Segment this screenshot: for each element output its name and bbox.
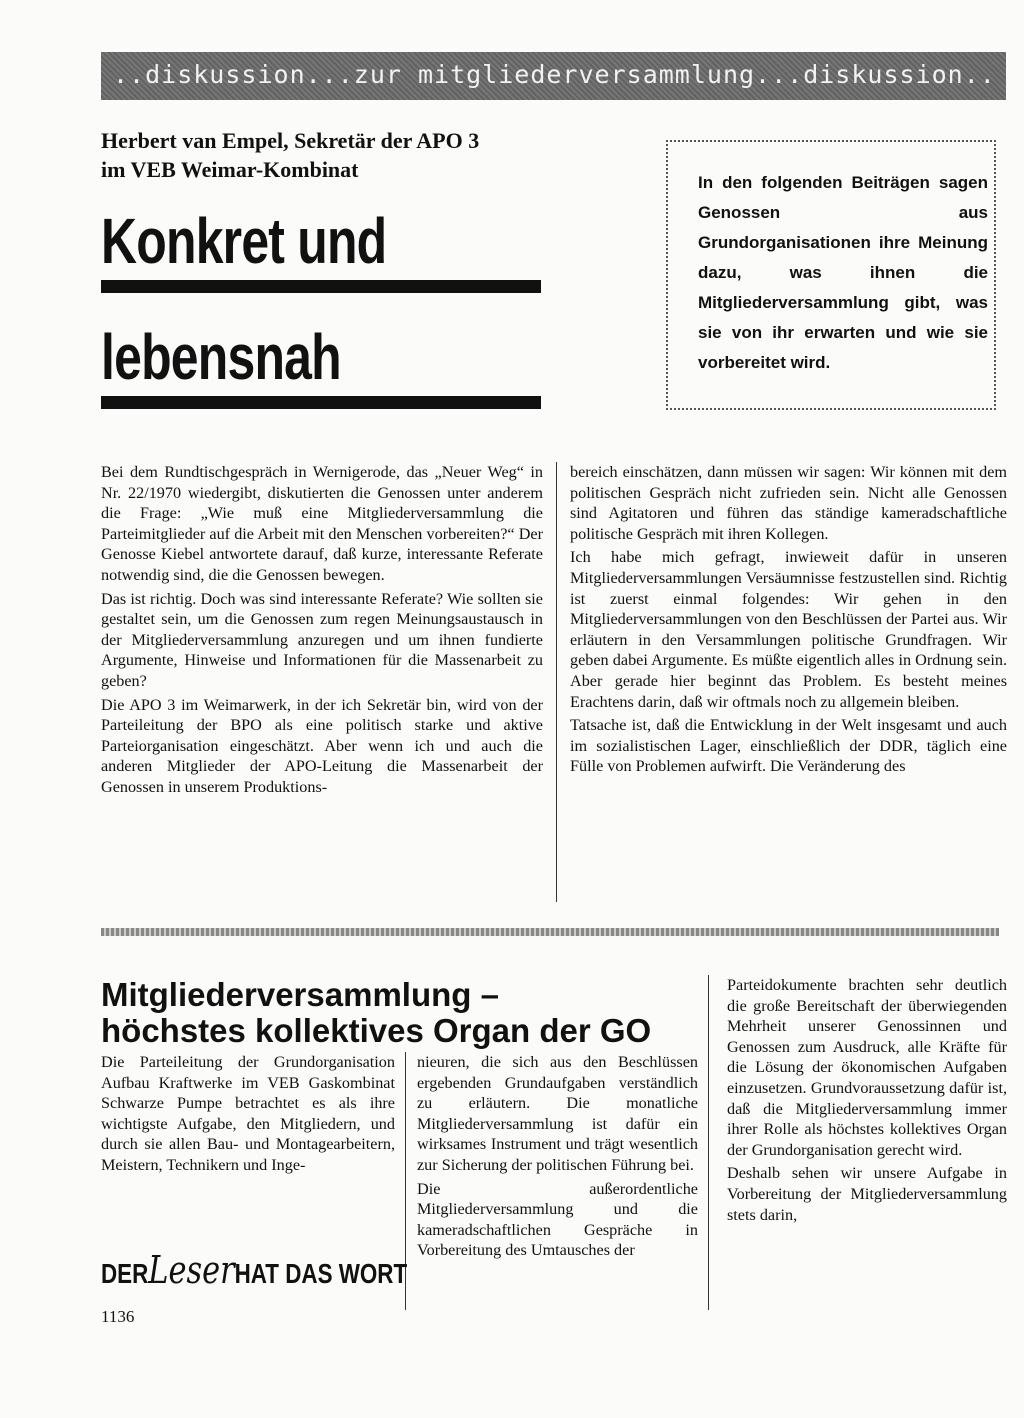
column-divider — [708, 975, 709, 1310]
article1-column-2 — [570, 462, 1007, 780]
headline-bar-1 — [101, 280, 541, 293]
paragraph: Das ist richtig. Doch was sind interessante Referate? Wie sollten sie gestaltet sein, um die Genossen zum regen Meinungsaustausch in der Mitgliederversammlung anzuregen und um ihnen fundierte Argumente, Hinweise und Informationen für die Massenarbeit zu geben? — [101, 589, 543, 690]
paragraph: bereich einschätzen, dann müssen wir sagen: Wir können mit dem politischen Gespräch nicht zufrieden sein. Nicht alle Genossen sind Agitatoren und führen das ständige kameradschaftliche politische Gespräch mit ihren Kollegen. — [570, 463, 1007, 543]
intro-text: In den folgenden Beiträgen sagen Genossen aus Grundorganisationen ihre Meinung dazu, was ihnen die Mitgliederversammlung gibt, was sie von ihr erwarten und wie sie vorbereitet wird. — [698, 173, 988, 372]
article2-column-2 — [417, 1052, 698, 1264]
headline-line-2: lebensnah — [101, 321, 341, 393]
paragraph: Bei dem Rundtischgespräch in Wernigerode, das „Neuer Weg“ in Nr. 22/1970 wiedergibt, diskutierten die Genossen unter anderem die Frage: „Wie muß eine Mitgliederversammlung die Parteimitglieder auf die Arbeit mit den Menschen vorbereiten?“ Der Genosse Kiebel antwortete darauf, daß kurze, interessante Referate notwendig sind, die die Genossen bewegen. — [101, 463, 543, 584]
leser-logo — [101, 1248, 408, 1292]
intro-box — [666, 140, 996, 410]
article1-column-1 — [101, 462, 543, 801]
paragraph: Parteidokumente brachten sehr deutlich die große Bereitschaft der überwiegenden Mehrheit unserer Genossinnen und Genossen zum Ausdruck, alle Kräfte für die Lösung der ökonomischen Aufgaben einzusetzen. Grundvoraussetzung dafür ist, daß die Mitgliederversammlung immer ihrer Rolle als höchstes kollektives Organ der Grundorganisation gerecht wird. — [727, 976, 1007, 1159]
leser-logo-text — [101, 1248, 407, 1292]
paragraph: Ich habe mich gefragt, inwieweit dafür in unseren Mitgliederversammlungen Versäumnisse festzustellen sind. Richtig ist zuerst einmal folgendes: Wir gehen in den Mitgliederversammlungen von den Beschlüssen der Partei aus. Wir erläutern in den Versammlungen politische Grundfragen. Wir geben dabei Argumente. Es müßte eigentlich alles in Ordnung sein. Aber gerade hier beginnt das Problem. Es besteht meines Erachtens darin, daß wir oftmals noch zu allgemein bleiben. — [570, 548, 1007, 711]
section-banner — [101, 52, 1006, 100]
paragraph: Die Parteileitung der Grundorganisation Aufbau Kraftwerke im VEB Gaskombinat Schwarze Pumpe betrachtet es als ihre wichtigste Aufgabe, den Mitgliedern, und durch sie allen Bau- und Montagearbeitern, Meistern, Technikern und Inge- — [101, 1053, 395, 1174]
author-line — [101, 126, 571, 184]
paragraph: Tatsache ist, daß die Entwicklung in der Welt insgesamt und auch im sozialistischen Lager, einschließlich der DDR, täglich eine Fülle von Problemen aufwirft. Die Veränderung des — [570, 716, 1007, 776]
author-line-1: Herbert van Empel, Sekretär der APO 3 — [101, 128, 480, 153]
banner-text: ..diskussion...zur mitgliederversammlung...diskussion.. — [113, 60, 996, 89]
author-line-2: im VEB Weimar-Kombinat — [101, 157, 359, 182]
leser-logo-pre: DER — [101, 1258, 149, 1289]
column-divider — [556, 462, 557, 902]
page-number: 1136 — [101, 1307, 135, 1326]
article2-headline-line-1: Mitgliederversammlung – — [101, 976, 499, 1013]
paragraph: Die außerordentliche Mitgliederversammlung und die kameradschaftlichen Gespräche in Vorbereitung des Umtausches der — [417, 1179, 698, 1260]
paragraph: Die APO 3 im Weimarwerk, in der ich Sekretär bin, wird von der Parteileitung der BPO als eine politisch starke und aktive Parteiorganisation eingeschätzt. Aber wenn ich und auch die anderen Mitglieder der APO-Leitung die Massenarbeit der Genossen in unserem Produktions- — [101, 695, 543, 796]
headline-line-1: Konkret und — [101, 205, 387, 277]
leser-logo-post: HAT DAS WORT — [234, 1258, 408, 1289]
paragraph: nieuren, die sich aus den Beschlüssen ergebenden Grundaufgaben verständlich zu erläutern. Die monatliche Mitgliederversammlung ist dafür ein wirksames Instrument und trägt wesentlich zur Sicherung der politischen Führung bei. — [417, 1053, 698, 1174]
article2-headline — [101, 977, 701, 1049]
section-rule — [101, 928, 999, 936]
article2-column-1 — [101, 1052, 395, 1179]
leser-logo-script: Leser — [148, 1248, 235, 1292]
paragraph: Deshalb sehen wir unsere Aufgabe in Vorbereitung der Mitgliederversammlung stets darin, — [727, 1164, 1007, 1224]
article2-headline-line-2: höchstes kollektives Organ der GO — [101, 1012, 652, 1049]
headline-bar-2 — [101, 396, 541, 409]
article2-column-3 — [727, 975, 1007, 1228]
